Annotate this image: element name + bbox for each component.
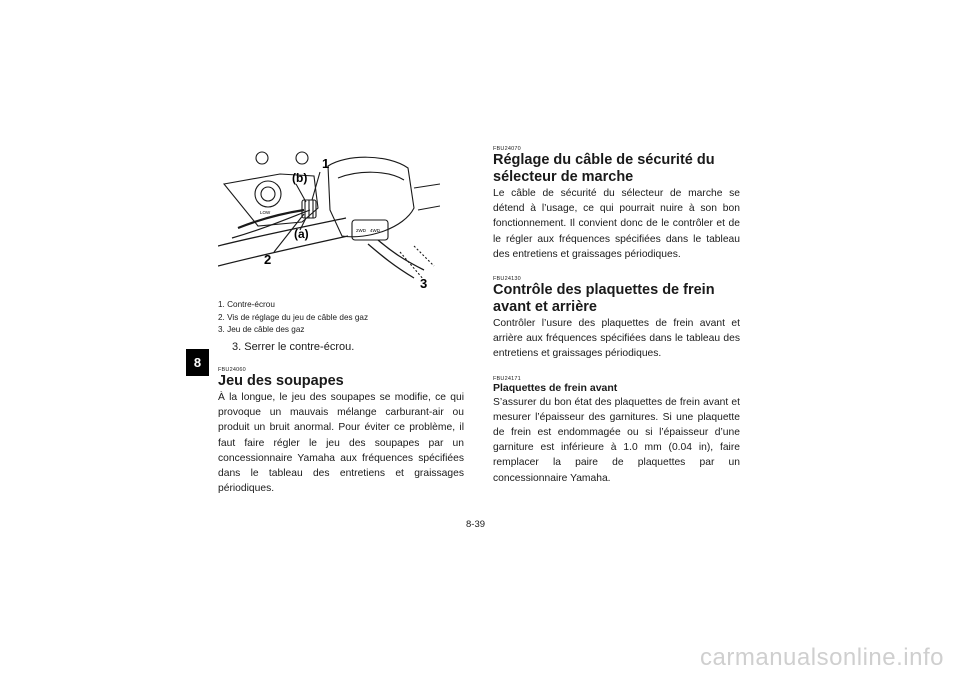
brake-pads-section: [493, 276, 740, 362]
free-play-line: [414, 246, 434, 266]
section-subtitle: Plaquettes de frein avant: [493, 381, 618, 394]
low-label: LOW: [260, 210, 271, 215]
throttle-housing-shape: [328, 157, 414, 237]
callout-3: 3: [420, 276, 428, 291]
valve-clearance-section: [218, 367, 464, 496]
4wd-label: 4WD: [370, 228, 380, 233]
shift-cable-section: [493, 146, 740, 262]
section-code: FBU24070: [493, 146, 521, 152]
section-title: Jeu des soupapes: [218, 373, 344, 389]
section-title: Réglage du câble de sécurité du sélecteur de marche: [493, 152, 715, 185]
reservoir-shape: [255, 181, 281, 207]
throttle-cable-illustration: [218, 148, 440, 293]
section-body: À la longue, le jeu des soupapes se modifie, ce qui provoque un mauvais mélange carburant-air ou produit un bruit anormal. Pour éviter ce problème, il faut faire régler le jeu des soupapes par un concessionnaire Yamaha aux fréquences spécifiées dans le tableau des entretiens et graissages périodiques.: [218, 392, 464, 495]
section-title: Contrôle des plaquettes de frein avant et arrière: [493, 282, 715, 316]
section-body: Contrôler l’usure des plaquettes de frein avant et arrière aux fréquences spécifiées dans le tableau des entretiens et graissages périodiques.: [493, 318, 740, 360]
section-code: FBU24060: [218, 367, 246, 373]
section-body: Le câble de sécurité du sélecteur de marche se détend à l’usage, ce qui pourrait nuire à son bon fonctionnement. Il convient donc de le contrôler et de le régler aux fréquences spécifiées dans le tableau des entretiens et graissages périodiques.: [493, 188, 740, 260]
illustration-svg: [218, 148, 440, 293]
caption-item: 1. Contre-écrou: [218, 300, 275, 309]
callout-b: (b): [292, 171, 308, 185]
section-code: FBU24130: [493, 276, 521, 283]
grip-line: [414, 184, 440, 188]
housing-detail-line: [338, 172, 404, 180]
section-body: S’assurer du bon état des plaquettes de frein avant et mesurer l’épaisseur des garnitures. Si une plaquette de frein est endommagée ou si l’épaisseur d’une garniture est inférieure à 1.0 mm (0.04 in), faire remplacer la paire de plaquettes par un concessionnaire Yamaha.: [493, 396, 740, 484]
figure-captions: [218, 299, 458, 337]
front-brake-pads-section: [493, 376, 740, 486]
caption-item: 3. Jeu de câble des gaz: [218, 325, 305, 335]
right-column: [493, 146, 740, 486]
throttle-lever-line: [378, 240, 424, 270]
instruction-step: 3. Serrer le contre-écrou.: [232, 341, 355, 353]
section-code: FBU24171: [493, 375, 521, 382]
2wd-label: 2WD: [356, 228, 366, 233]
watermark: carmanualsonline.info: [700, 644, 944, 671]
grip-line: [418, 206, 440, 210]
bolt-shape: [296, 152, 308, 164]
caption-item: 2. Vis de réglage du jeu de câble des gaz: [218, 312, 369, 322]
callout-a: (a): [294, 227, 309, 241]
callout-2: 2: [264, 252, 272, 267]
bolt-shape: [256, 152, 268, 164]
chapter-tab: 8: [186, 349, 209, 376]
page-number: 8-39: [466, 519, 486, 530]
reservoir-cap-shape: [261, 187, 275, 201]
leader-line: [296, 184, 306, 202]
callout-1: 1: [322, 156, 330, 171]
